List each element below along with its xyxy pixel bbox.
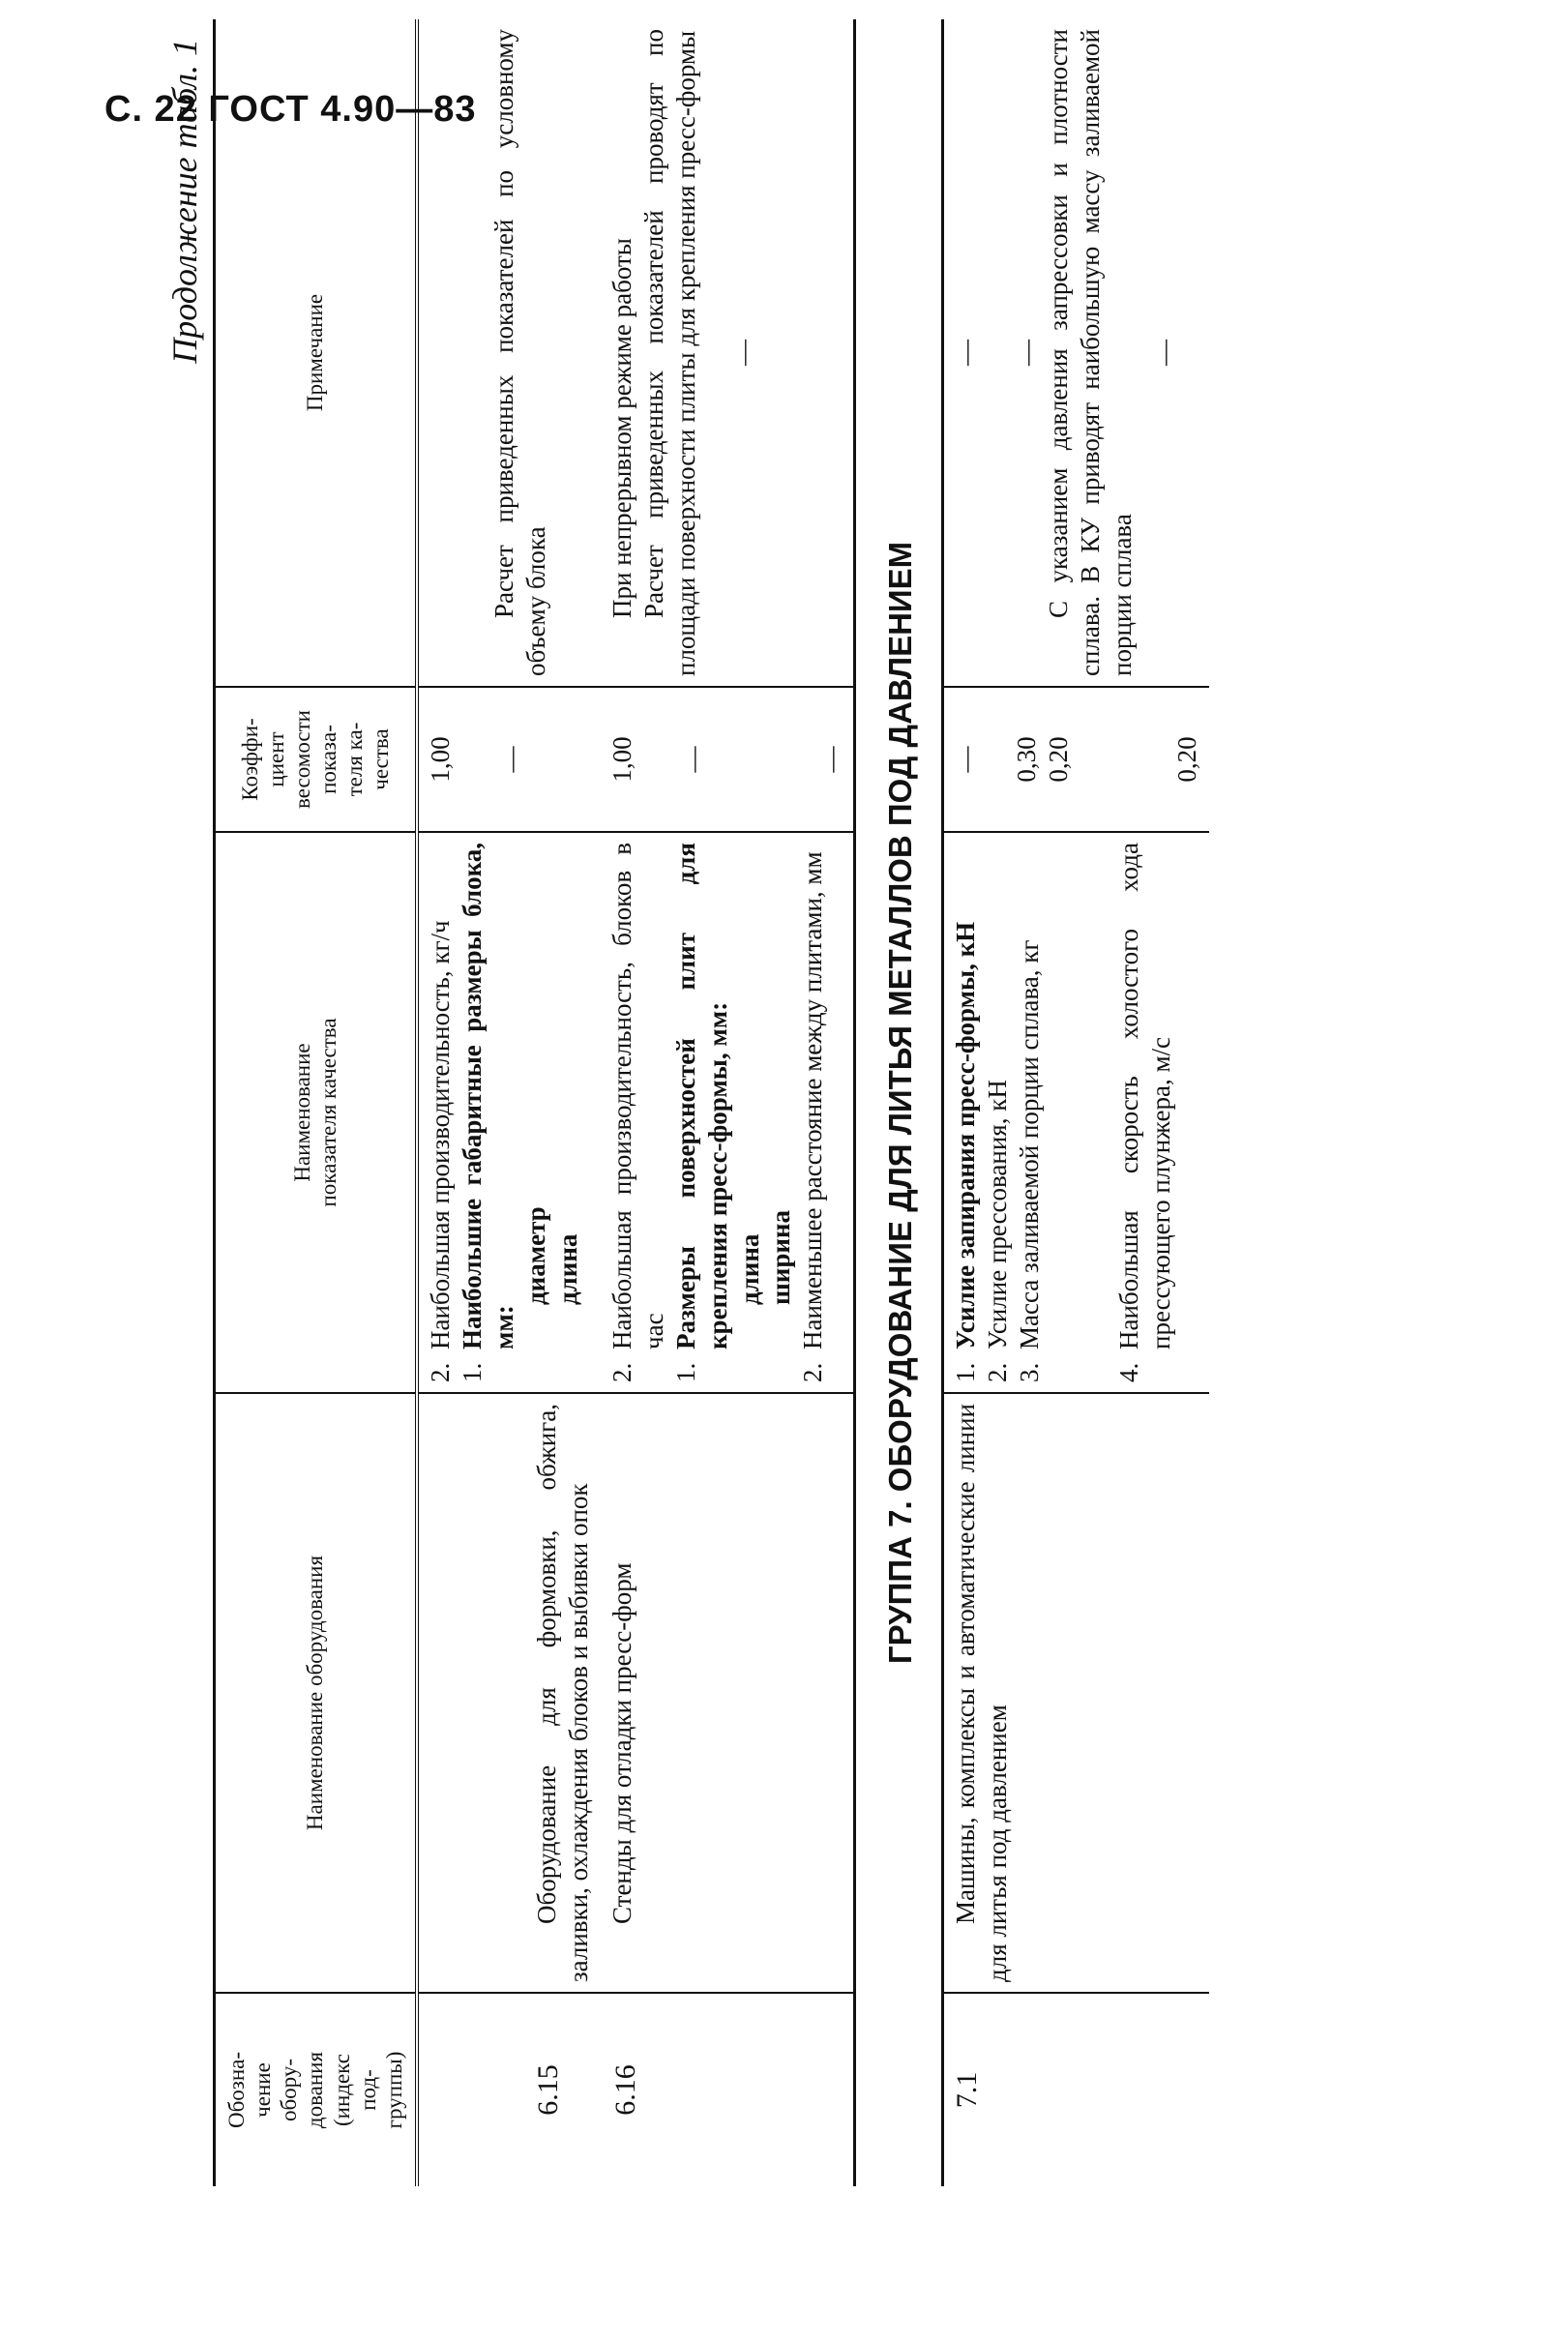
row-equipment: Стенды для отладки пресс-форм bbox=[601, 1393, 854, 1993]
continuation-label: Продолжение табл. 1 bbox=[165, 39, 204, 364]
table-row bbox=[417, 19, 601, 2186]
row-coefficients: 1,00 — — bbox=[601, 687, 854, 832]
row-coefficients: — 0,30 0,20 0,20 bbox=[942, 687, 1208, 832]
row-code: 6.15 bbox=[531, 2064, 564, 2116]
row-notes: — — С указанием давления запрессовки и плотности сплава. В КУ приводят наибольшую массу заливаемой порции сплава — bbox=[942, 19, 1208, 687]
group-7-title: ГРУППА 7. ОБОРУДОВАНИЕ ДЛЯ ЛИТЬЯ МЕТАЛЛОВ ПОД ДАВЛЕНИЕМ bbox=[854, 19, 942, 2186]
row-equipment: Машины, комплексы и автоматические линии для литья под давлением bbox=[942, 1393, 1208, 1993]
rotated-table-page bbox=[160, 19, 1475, 2186]
col-header-equipment: Наименование оборудования bbox=[215, 1393, 417, 1993]
col-header-coefficient: Коэффи- циент весомости показа- теля ка- чества bbox=[215, 687, 417, 832]
row-indicators: 2. Наибольшая производительность, блоков в час 1. Размеры поверхностей плит для крепления пресс-формы, мм: длина ширина 2. Наименьшее расстояние между плитами, мм bbox=[601, 832, 854, 1393]
row-notes: Расчет приведенных показателей по условному объему блока bbox=[417, 19, 601, 687]
table-row bbox=[601, 19, 854, 2186]
row-equipment: Оборудование для формовки, обжига, заливки, охлаждения блоков и выбивки опок bbox=[417, 1393, 601, 1993]
col-header-code: Обозна- чение обору- дования (индекс под- группы) bbox=[215, 1993, 417, 2186]
group-title-row bbox=[854, 19, 942, 2186]
row-indicators: 2. Наибольшая производительность, кг/ч 1. Наибольшие габаритные размеры блока, мм: диаметр длина bbox=[417, 832, 601, 1393]
row-coefficients: 1,00 — bbox=[417, 687, 601, 832]
table-row bbox=[942, 19, 1208, 2186]
col-header-note: Примечание bbox=[215, 19, 417, 687]
page-header: С. 22 ГОСТ 4.90—83 bbox=[104, 89, 477, 130]
row-code: 6.16 bbox=[608, 2064, 641, 2116]
equipment-table bbox=[213, 19, 1209, 2186]
table-header-row bbox=[215, 19, 417, 2186]
row-code: 7.1 bbox=[950, 2071, 983, 2109]
row-indicators: 1. Усилие запирания пресс-формы, кН 2. Усилие прессования, кН 3. Масса заливаемой порции сплава, кг 4. Наибольшая скорость холостого хода прессующего плунжера, м/с bbox=[942, 832, 1208, 1393]
row-notes: При непрерывном режиме работы Расчет приведенных показателей проводят по площади поверхности плиты для крепления пресс-формы — bbox=[601, 19, 854, 687]
col-header-indicator: Наименование показателя качества bbox=[215, 832, 417, 1393]
